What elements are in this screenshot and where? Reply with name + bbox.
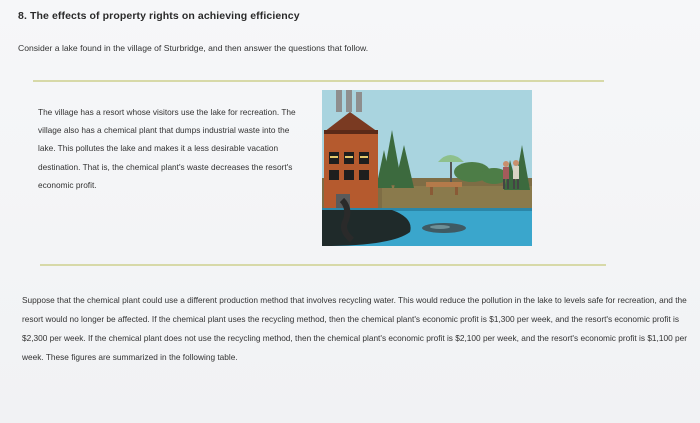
divider-top (33, 80, 604, 82)
problem-text: Suppose that the chemical plant could use a different production method that involves recycling water. This would reduce the pollution in the lake to levels safe for recreation, and the resort would no longer be affected. If the chemical plant uses the recycling method, then the chemical plant's economic profit is $1,300 per week, and the resort's economic profit is $2,300 per week. If the chemical plant does not use the recycling method, then the chemical plant's economic profit is $2,100 per week, and the resort's economic profit is $1,100 per week. These figures are summarized in the following table. (22, 295, 687, 363)
scenario-text: The village has a resort whose visitors use the lake for recreation. The village also has a chemical plant that dumps industrial waste into the lake. This pollutes the lake and makes it a less desirable vacation destination. That is, the chemical plant's waste decreases the resort's economic profit. (38, 107, 296, 190)
lake-pollution-illustration (322, 90, 532, 246)
question-title: 8. The effects of property rights on achieving efficiency (18, 10, 300, 22)
divider-bottom (40, 264, 606, 266)
question-intro: Consider a lake found in the village of Sturbridge, and then answer the questions that follow. (18, 43, 369, 53)
